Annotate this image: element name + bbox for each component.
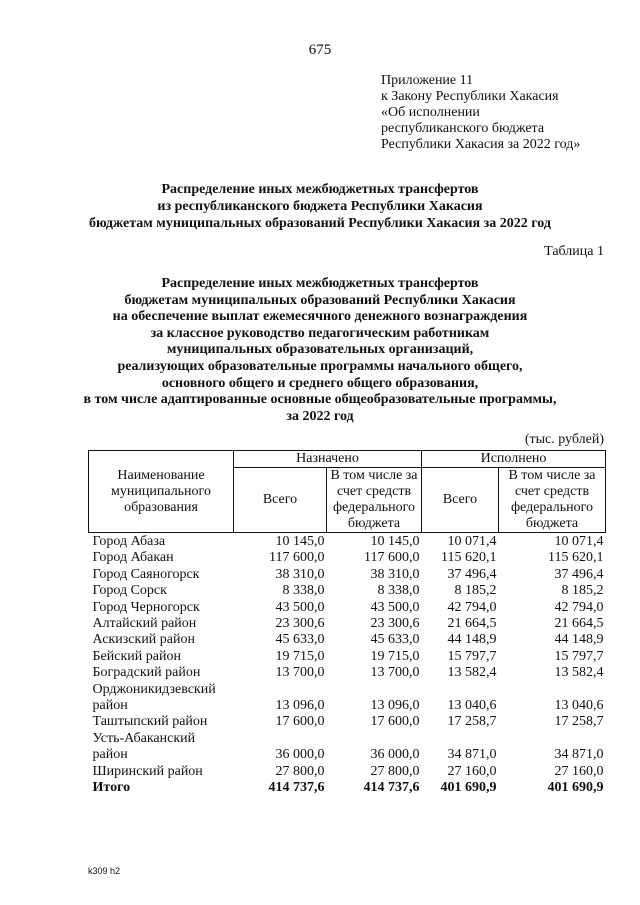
value-a-fed: 13 700,0 xyxy=(370,665,420,681)
value-a-fed: 38 310,0 xyxy=(370,566,420,582)
table-title-line: Распределение иных межбюджетных трансфертов xyxy=(161,276,479,291)
value-a-fed: 19 715,0 xyxy=(370,648,420,664)
table-title-line: муниципальных образовательных организаций, xyxy=(166,342,474,358)
value-a-total: 43 500,0 xyxy=(275,599,325,615)
value-e-total: 42 794,0 xyxy=(447,599,497,615)
table-body xyxy=(89,533,606,797)
municipality-name: Итого xyxy=(92,780,131,796)
value-e-total: 115 620,1 xyxy=(441,550,497,566)
value-e-total: 13 040,6 xyxy=(447,698,497,714)
value-e-total: 37 496,4 xyxy=(447,566,497,582)
value-a-total: 36 000,0 xyxy=(275,747,325,763)
value-e-fed: 8 185,2 xyxy=(561,583,604,599)
value-a-fed: 17 600,0 xyxy=(370,714,420,730)
header-executed-total: Всего xyxy=(422,468,499,533)
municipality-name: Город Абаза xyxy=(92,534,166,549)
municipality-name: Орджоникидзевский район xyxy=(92,681,216,714)
municipality-name: Боградский район xyxy=(92,665,201,681)
value-a-total: 8 338,0 xyxy=(282,583,325,599)
value-a-total: 45 633,0 xyxy=(275,632,325,648)
main-title-line: Распределение иных межбюджетных трансфертов xyxy=(161,182,479,197)
table-row xyxy=(89,632,606,648)
value-e-total: 10 071,4 xyxy=(447,534,497,549)
value-e-fed: 10 071,4 xyxy=(554,534,604,549)
value-e-total: 44 148,9 xyxy=(447,632,497,648)
value-e-fed: 17 258,7 xyxy=(554,714,604,730)
municipality-name: Аскизский район xyxy=(92,632,195,648)
table-row xyxy=(89,567,606,583)
value-a-fed: 27 800,0 xyxy=(370,763,420,779)
table-row xyxy=(89,665,606,681)
value-a-total: 10 145,0 xyxy=(275,534,325,549)
municipality-name: Усть-Абаканский район xyxy=(92,730,196,763)
municipality-name: Город Абакан xyxy=(92,550,174,566)
table-row xyxy=(89,533,606,551)
value-a-fed: 43 500,0 xyxy=(370,599,420,615)
header-executed-federal: В том числе за счет средств федерального бюджета xyxy=(499,468,606,533)
value-a-total: 19 715,0 xyxy=(275,648,325,664)
header-assigned-federal: В том числе за счет средств федерального бюджета xyxy=(327,468,422,533)
appendix-line: к Закону Республики Хакасия xyxy=(381,89,559,104)
table-label: Таблица 1 xyxy=(544,244,604,259)
value-e-fed: 34 871,0 xyxy=(554,747,604,763)
municipality-name: Бейский район xyxy=(92,648,181,664)
value-e-fed: 37 496,4 xyxy=(554,566,604,582)
municipality-name: Город Черногорск xyxy=(92,599,200,615)
header-assigned: Назначено xyxy=(234,451,422,468)
header-assigned-total: Всего xyxy=(234,468,327,533)
table-row xyxy=(89,550,606,566)
value-a-fed: 117 600,0 xyxy=(364,550,420,566)
value-a-total: 27 800,0 xyxy=(275,763,325,779)
table-row xyxy=(89,649,606,665)
value-e-fed: 21 664,5 xyxy=(554,616,604,632)
total-row xyxy=(89,780,606,796)
table-row xyxy=(89,731,606,764)
value-a-total: 13 096,0 xyxy=(275,698,325,714)
main-title-line: бюджетам муниципальных образований Республики Хакасия за 2022 год xyxy=(89,216,551,231)
value-a-fed: 13 096,0 xyxy=(370,698,420,714)
value-a-total: 414 737,6 xyxy=(268,780,325,796)
value-e-total: 17 258,7 xyxy=(447,714,497,730)
value-a-fed: 45 633,0 xyxy=(370,632,420,648)
value-e-fed: 13 582,4 xyxy=(554,665,604,681)
value-a-total: 23 300,6 xyxy=(275,616,325,632)
table-title-line: на обеспечение выплат ежемесячного денежного вознаграждения xyxy=(112,309,528,325)
table-row xyxy=(89,600,606,616)
value-e-fed: 42 794,0 xyxy=(554,599,604,615)
value-e-total: 27 160,0 xyxy=(447,763,497,779)
table-title-line: за классное руководство педагогическим работникам xyxy=(150,325,490,341)
appendix-line: республиканского бюджета xyxy=(381,121,545,136)
municipality-name: Город Сорск xyxy=(92,583,167,599)
value-e-total: 13 582,4 xyxy=(447,665,497,681)
table-row xyxy=(89,583,606,599)
municipality-name: Город Саяногорск xyxy=(92,566,200,582)
value-e-fed: 115 620,1 xyxy=(548,550,604,566)
value-e-total: 8 185,2 xyxy=(454,583,497,599)
municipality-name: Ширинский район xyxy=(92,763,203,779)
table-row xyxy=(89,714,606,730)
value-e-total: 34 871,0 xyxy=(447,747,497,763)
value-e-fed: 401 690,9 xyxy=(547,780,604,796)
table-row xyxy=(89,682,606,715)
value-e-total: 401 690,9 xyxy=(440,780,497,796)
table-row xyxy=(89,616,606,632)
units-label: (тыс. рублей) xyxy=(524,432,604,447)
value-a-total: 38 310,0 xyxy=(275,566,325,582)
value-a-fed: 414 737,6 xyxy=(363,780,420,796)
value-e-fed: 13 040,6 xyxy=(554,698,604,714)
value-a-fed: 23 300,6 xyxy=(370,616,420,632)
appendix-line: «Об исполнении xyxy=(381,105,480,120)
table-row xyxy=(89,764,606,780)
header-name: Наименование муниципального образования xyxy=(89,451,234,533)
value-a-total: 17 600,0 xyxy=(275,714,325,730)
value-a-fed: 8 338,0 xyxy=(377,583,420,599)
appendix-line: Приложение 11 xyxy=(381,73,474,88)
table-title-line: за 2022 год xyxy=(286,408,354,424)
table-title-line: основного общего и среднего общего образования, xyxy=(161,375,479,391)
value-a-total: 117 600,0 xyxy=(269,550,325,566)
main-title-line: из республиканского бюджета Республики Хакасия xyxy=(157,199,483,214)
value-e-fed: 27 160,0 xyxy=(554,763,604,779)
value-e-fed: 44 148,9 xyxy=(554,632,604,648)
value-a-total: 13 700,0 xyxy=(275,665,325,681)
table-title xyxy=(0,276,640,425)
table-title-line: бюджетам муниципальных образований Республики Хакасия xyxy=(124,292,516,308)
value-a-fed: 36 000,0 xyxy=(370,747,420,763)
value-e-total: 15 797,7 xyxy=(447,648,497,664)
value-e-fed: 15 797,7 xyxy=(554,648,604,664)
appendix-line: Республики Хакасия за 2022 год» xyxy=(381,137,581,152)
main-title xyxy=(0,181,640,232)
appendix-block xyxy=(381,73,580,153)
municipality-name: Алтайский район xyxy=(92,616,197,632)
footer-code: k309 h2 xyxy=(88,866,121,876)
table-title-line: реализующих образовательные программы начального общего, xyxy=(117,358,523,374)
municipality-name: Таштыпский район xyxy=(92,714,208,730)
header-executed: Исполнено xyxy=(422,451,606,468)
value-e-total: 21 664,5 xyxy=(447,616,497,632)
table-title-line: в том числе адаптированные основные общеобразовательные программы, xyxy=(83,392,557,408)
transfers-table xyxy=(88,450,606,797)
page-number: 675 xyxy=(308,42,332,58)
value-a-fed: 10 145,0 xyxy=(370,534,420,549)
